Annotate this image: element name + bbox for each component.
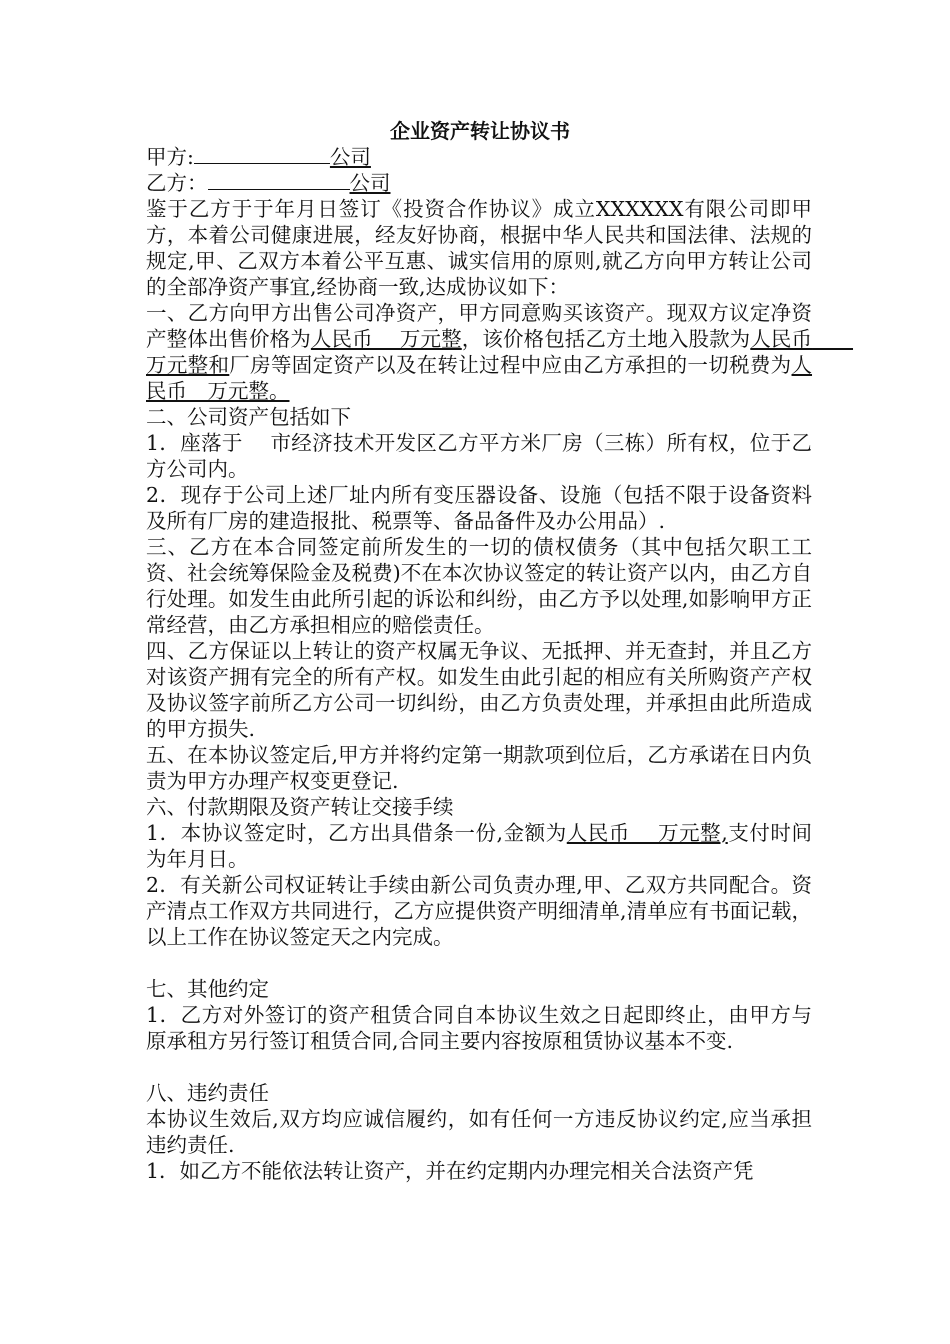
party-a-blank <box>194 144 330 164</box>
section-6-item-1-text-b: 支付时间为年月日。 <box>146 821 812 871</box>
section-3: 三、乙方在本合同签定前所发生的一切的债权债务（其中包括欠职工工资、社会统筹保险金及税费)不在本次协议签定的转让资产以内，由乙方自行处理。如发生由此所引起的诉讼和纠纷，由乙方予以处理,如影响甲方正常经营，由乙方承担相应的赔偿责任。 <box>146 535 812 637</box>
party-a-line <box>146 144 812 170</box>
party-b-suffix: 公司 <box>349 171 391 195</box>
section-1 <box>146 300 854 404</box>
section-2-heading: 二、公司资产包括如下 <box>146 405 351 429</box>
party-b-label: 乙方： <box>146 171 208 195</box>
section-1-text-c: 厂房等固定资产以及在转让过程中应由乙方承担的一切税费为 <box>229 353 792 377</box>
party-b-line <box>146 170 812 196</box>
section-2-item-1: 1．座落于 市经济技术开发区乙方平方米厂房（三栋）所有权，位于乙方公司内。 <box>146 431 812 481</box>
section-6-heading: 六、付款期限及资产转让交接手续 <box>146 795 454 819</box>
section-1-text-a: 一、乙方向甲方出售公司净资产，甲方同意购买该资产。现双方议定净资产整体出售价格为 <box>146 301 812 351</box>
blank-line <box>146 1054 812 1080</box>
section-5: 五、在本协议签定后,甲方并将约定第一期款项到位后，乙方承诺在日内负责为甲方办理产权变更登记. <box>146 743 812 793</box>
document-body <box>146 118 854 1184</box>
party-b-blank <box>208 170 350 190</box>
section-8-intro: 本协议生效后,双方均应诚信履约，如有任何一方违反协议约定,应当承担违约责任. <box>146 1107 812 1157</box>
document-title: 企业资产转让协议书 <box>390 119 570 143</box>
blank-line <box>146 950 812 976</box>
section-8-heading: 八、违约责任 <box>146 1081 269 1105</box>
party-a-suffix: 公司 <box>329 145 371 169</box>
section-6-item-2: 2．有关新公司权证转让手续由新公司负责办理,甲、乙双方共同配合。资产清点工作双方共同进行，乙方应提供资产明细清单,清单应有书面记载，以上工作在协议签定天之内完成。 <box>146 873 812 949</box>
party-a-label: 甲方: <box>146 145 194 169</box>
section-1-text-b: ，该价格包括乙方土地入股款为 <box>461 327 751 351</box>
preamble: 鉴于乙方于于年月日签订《投资合作协议》成立XXXXXX有限公司即甲方，本着公司健康进展，经友好协商，根据中华人民共和国法律、法规的规定,甲、乙双方本着公平互惠、诚实信用的原则,就乙方向甲方转让公司的全部净资产事宜,经协商一致,达成协议如下： <box>146 197 812 299</box>
section-4: 四、乙方保证以上转让的资产权属无争议、无抵押、并无查封，并且乙方对该资产拥有完全的所有产权。如发生由此引起的相应有关所购资产产权及协议签字前所乙方公司一切纠纷，由乙方负责处理，并承担由此所造成的甲方损失. <box>146 639 812 741</box>
section-7-heading: 七、其他约定 <box>146 977 269 1001</box>
section-1-price-land: 人民币 万元整和 <box>146 327 854 377</box>
section-6-item-1-amount: 人民币 万元整, <box>566 821 728 845</box>
section-6-item-1-text-a: 1．本协议签定时，乙方出具借条一份,金额为 <box>146 821 567 845</box>
section-1-price-total: 人民币 万元整 <box>310 327 462 351</box>
section-8-item-1: 1．如乙方不能依法转让资产，并在约定期内办理完相关合法资产凭 <box>146 1159 754 1183</box>
section-1-price-tax: 人民币 万元整。 <box>146 353 813 403</box>
section-7-item-1: 1．乙方对外签订的资产租赁合同自本协议生效之日起即终止，由甲方与原承租方另行签订租赁合同,合同主要内容按原租赁协议基本不变. <box>146 1003 812 1053</box>
section-6-item-1 <box>146 820 812 872</box>
section-2-item-2: 2．现存于公司上述厂址内所有变压器设备、设施（包括不限于设备资料及所有厂房的建造报批、税票等、备品备件及办公用品）. <box>146 483 812 533</box>
